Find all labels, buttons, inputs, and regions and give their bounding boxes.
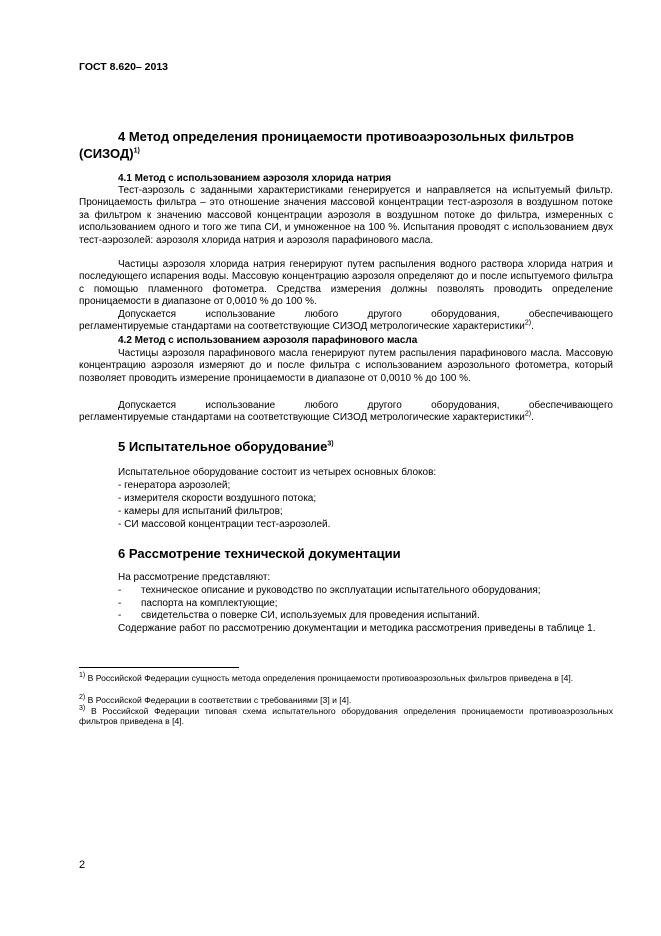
paragraph-4-1-1: Тест-аэрозоль с заданными характеристиками генерируется и направляется на испытуемый фильтр. Проницаемость фильтра – это отношение значения массовой концентрации тест-аэрозоля в воздушном потоке за фильтром к значению массовой концентрации аэрозоля в воздушном потоке до фильтра, измеренных с использованием одного и того же типа СИ, и умноженное на 100 %. Испытания проводят с использованием двух тест-аэрозолей: аэрозоля хлорида натрия и аэрозоля парафинового масла. bbox=[79, 185, 613, 246]
footnote-ref: 2) bbox=[524, 410, 532, 418]
document-header: ГОСТ 8.620– 2013 bbox=[79, 61, 169, 73]
list-item: - паспорта на комплектующие; bbox=[118, 597, 278, 609]
list-item: - техническое описание и руководство по эксплуатации испытательного оборудования; bbox=[118, 585, 541, 596]
footnote-ref: 3) bbox=[327, 440, 334, 448]
section-6-intro: На рассмотрение представляют: bbox=[118, 572, 271, 583]
section-6-heading: 6 Рассмотрение технической документации bbox=[118, 546, 401, 561]
paragraph-4-2-2-line1: Допускается использование любого другого оборудования, обеспечивающего bbox=[118, 400, 613, 411]
section-6-list bbox=[118, 585, 613, 623]
paragraph-4-2-2-line2: регламентируемые стандартами на соответствующие СИЗОД метрологические характеристики$^{2)}$. bbox=[79, 410, 534, 423]
section-6-closing: Содержание работ по рассмотрению документации и методика рассмотрения приведены в таблице 1. bbox=[118, 623, 596, 634]
section-5-intro: Испытательное оборудование состоит из четырех основных блоков: bbox=[118, 467, 437, 478]
section-4-heading-line1 bbox=[118, 128, 613, 145]
footnote-2: $^{2)}$ В Российской Федерации в соответствии с требованиями [3] и [4]. bbox=[79, 694, 352, 705]
section-4-heading bbox=[118, 128, 613, 145]
section-4-heading-line2: (СИЗОД)$^{1)}$ bbox=[79, 146, 140, 161]
paragraph-4-1-3-line2: регламентируемые стандартами на соответствующие СИЗОД метрологические характеристики$^{2)}$. bbox=[79, 319, 534, 332]
footnote-divider bbox=[79, 667, 239, 668]
list-item: - измерителя скорости воздушного потока; bbox=[118, 493, 317, 504]
footnote-ref: 2) bbox=[524, 319, 532, 327]
section-4-heading-text: 4 Метод определения проницаемости противоаэрозольных фильтров bbox=[118, 129, 574, 144]
footnote-ref: 1) bbox=[133, 147, 140, 155]
paragraph-4-2-1: Частицы аэрозоля парафинового масла генерируют путем распыления парафинового масла. Массовую концентрацию аэрозоля измеряют до и после фильтра с использованием аэрозольного фотометра, который позволяет проводить измерение проницаемости в диапазоне от 0,0010 % до 100 %. bbox=[79, 348, 613, 384]
section-5-heading: 5 Испытательное оборудование$^{3)}$ bbox=[118, 439, 334, 454]
subsection-4-1-heading: 4.1 Метод с использованием аэрозоля хлорида натрия bbox=[118, 173, 392, 184]
page-number: 2 bbox=[79, 859, 86, 871]
paragraph-4-1-2: Частицы аэрозоля хлорида натрия генерируют путем распыления водного раствора хлорида натрия и последующего испарения воды. Массовую концентрацию аэрозоля определяют до и после испытуемого фильтра с помощью пламенного фотометра. Средства измерения должны позволять проводить определение проницаемости в диапазоне от 0,0010 % до 100 %. bbox=[79, 259, 613, 308]
list-marker: - bbox=[118, 597, 122, 609]
footnote-1: $^{1)}$ В Российской Федерации сущность метода определения проницаемости противоаэрозольных фильтров приведена в [4]. bbox=[79, 672, 574, 683]
list-marker: - bbox=[118, 610, 122, 622]
list-item: - камеры для испытаний фильтров; bbox=[118, 506, 283, 517]
list-item: - генератора аэрозолей; bbox=[118, 480, 231, 491]
subsection-4-2-heading: 4.2 Метод с использованием аэрозоля парафинового масла bbox=[118, 335, 418, 346]
list-item: - свидетельства о поверке СИ, используемых для проведения испытаний. bbox=[118, 610, 480, 622]
paragraph-4-1-3-line1: Допускается использование любого другого оборудования, обеспечивающего bbox=[118, 309, 613, 320]
list-marker: - bbox=[118, 585, 122, 596]
list-item: - СИ массовой концентрации тест-аэрозолей. bbox=[118, 519, 331, 530]
footnote-3: $^{3)}$ В Российской Федерации типовая схема испытательного оборудования определения проницаемости противоаэрозольных фильтров приведена в [4]. bbox=[79, 705, 613, 727]
